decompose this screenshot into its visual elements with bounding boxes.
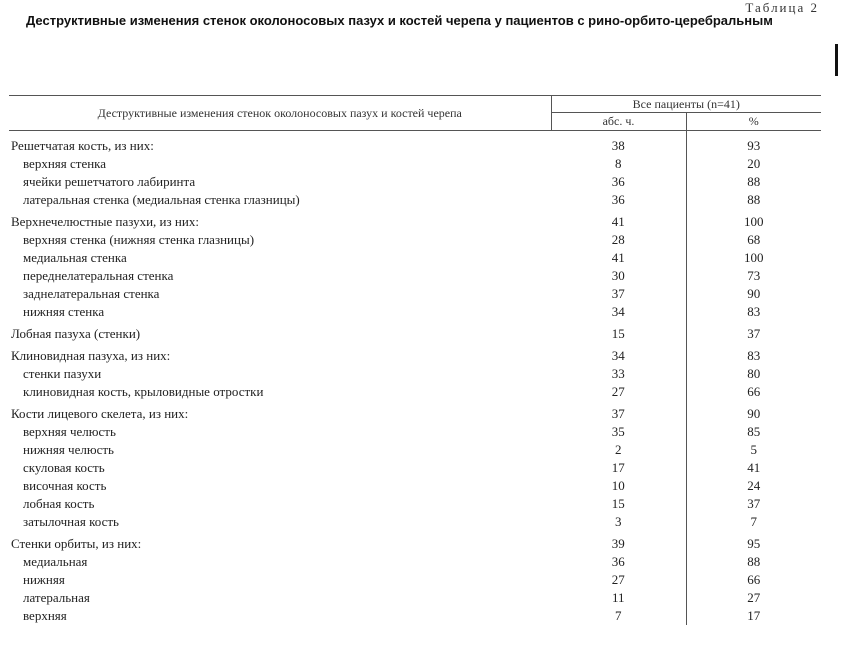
row-pct: 83 xyxy=(747,304,761,319)
row-pct: 90 xyxy=(747,286,761,301)
row-name: заднелатеральная стенка xyxy=(23,286,160,301)
row-pct: 90 xyxy=(747,406,761,421)
row-pct: 88 xyxy=(747,174,761,189)
row-abs: 39 xyxy=(551,531,686,553)
row-pct: 73 xyxy=(747,268,761,283)
row-name: нижняя челюсть xyxy=(23,442,114,457)
table-row xyxy=(9,155,821,173)
table-row xyxy=(9,459,821,477)
table-row xyxy=(9,267,821,285)
row-abs: 34 xyxy=(551,343,686,365)
table-row xyxy=(9,131,821,156)
table-row xyxy=(9,401,821,423)
row-pct: 83 xyxy=(747,348,761,363)
table-row xyxy=(9,531,821,553)
row-pct: 37 xyxy=(747,496,761,511)
row-pct: 80 xyxy=(747,366,761,381)
header-abs: абс. ч. xyxy=(551,113,686,131)
row-name: медиальная xyxy=(23,554,88,569)
table-row xyxy=(9,321,821,343)
row-pct: 20 xyxy=(747,156,761,171)
row-pct: 100 xyxy=(744,214,764,229)
row-name: нижняя стенка xyxy=(23,304,105,319)
table-row xyxy=(9,513,821,531)
row-pct: 41 xyxy=(747,460,761,475)
table-row xyxy=(9,231,821,249)
data-table xyxy=(9,95,821,625)
row-pct: 88 xyxy=(747,192,761,207)
table-row xyxy=(9,607,821,625)
row-name: нижняя xyxy=(23,572,65,587)
row-abs: 34 xyxy=(551,303,686,321)
row-pct: 7 xyxy=(750,514,757,529)
row-abs: 2 xyxy=(551,441,686,459)
row-pct: 27 xyxy=(747,590,761,605)
table-row xyxy=(9,495,821,513)
row-pct: 66 xyxy=(747,384,761,399)
row-name: Клиновидная пазуха, из них: xyxy=(11,348,171,363)
row-abs: 36 xyxy=(551,553,686,571)
row-name: Кости лицевого скелета, из них: xyxy=(11,406,189,421)
table-number-label: Таблица 2 xyxy=(745,0,819,15)
row-abs: 15 xyxy=(551,321,686,343)
row-name: затылочная кость xyxy=(23,514,119,529)
row-abs: 41 xyxy=(551,209,686,231)
row-abs: 28 xyxy=(551,231,686,249)
row-pct: 85 xyxy=(747,424,761,439)
header-group: Все пациенты (n=41) xyxy=(551,96,821,113)
row-abs: 27 xyxy=(551,383,686,401)
table-row xyxy=(9,589,821,607)
table-row xyxy=(9,571,821,589)
row-pct: 17 xyxy=(747,608,761,623)
row-name: верхняя челюсть xyxy=(23,424,116,439)
row-name: стенки пазухи xyxy=(23,366,102,381)
row-pct: 68 xyxy=(747,232,761,247)
row-pct: 88 xyxy=(747,554,761,569)
row-name: скуловая кость xyxy=(23,460,105,475)
row-name: клиновидная кость, крыловидные отростки xyxy=(23,384,264,399)
row-abs: 36 xyxy=(551,191,686,209)
row-name: лобная кость xyxy=(23,496,95,511)
row-abs: 8 xyxy=(551,155,686,173)
row-abs: 41 xyxy=(551,249,686,267)
row-pct: 100 xyxy=(744,250,764,265)
row-abs: 27 xyxy=(551,571,686,589)
row-name: переднелатеральная стенка xyxy=(23,268,174,283)
row-abs: 37 xyxy=(551,401,686,423)
table-row xyxy=(9,383,821,401)
row-name: височная кость xyxy=(23,478,107,493)
row-name: латеральная стенка (медиальная стенка глазницы) xyxy=(23,192,300,207)
row-abs: 36 xyxy=(551,173,686,191)
header-description: Деструктивные изменения стенок околоносовых пазух и костей черепа xyxy=(9,96,551,131)
table-row xyxy=(9,303,821,321)
row-pct: 95 xyxy=(747,536,761,551)
table-row xyxy=(9,343,821,365)
row-name: латеральная xyxy=(23,590,90,605)
row-abs: 10 xyxy=(551,477,686,495)
table-row xyxy=(9,423,821,441)
row-abs: 17 xyxy=(551,459,686,477)
header-pct: % xyxy=(686,113,821,131)
row-name: медиальная стенка xyxy=(23,250,127,265)
row-abs: 7 xyxy=(551,607,686,625)
row-abs: 15 xyxy=(551,495,686,513)
row-name: Стенки орбиты, из них: xyxy=(11,536,142,551)
row-pct: 66 xyxy=(747,572,761,587)
row-name: ячейки решетчатого лабиринта xyxy=(23,174,196,189)
table-row xyxy=(9,191,821,209)
row-pct: 93 xyxy=(747,138,761,153)
row-abs: 37 xyxy=(551,285,686,303)
text-cursor-marker xyxy=(835,44,838,76)
table-row xyxy=(9,441,821,459)
row-name: Лобная пазуха (стенки) xyxy=(11,326,141,341)
table-row xyxy=(9,365,821,383)
row-abs: 30 xyxy=(551,267,686,285)
table-row xyxy=(9,285,821,303)
table-caption: Деструктивные изменения стенок околоносовых пазух и костей черепа у пациентов с рино-орбито-церебральным xyxy=(26,13,773,28)
row-pct: 5 xyxy=(750,442,757,457)
row-name: верхняя стенка (нижняя стенка глазницы) xyxy=(23,232,255,247)
row-pct: 37 xyxy=(747,326,761,341)
header-row xyxy=(9,96,821,113)
table-row xyxy=(9,173,821,191)
row-name: верхняя xyxy=(23,608,67,623)
row-name: верхняя стенка xyxy=(23,156,107,171)
row-abs: 3 xyxy=(551,513,686,531)
table-row xyxy=(9,249,821,267)
row-pct: 24 xyxy=(747,478,761,493)
row-abs: 11 xyxy=(551,589,686,607)
table-row xyxy=(9,477,821,495)
table-row xyxy=(9,553,821,571)
table-row xyxy=(9,209,821,231)
row-name: Решетчатая кость, из них: xyxy=(11,138,154,153)
row-abs: 33 xyxy=(551,365,686,383)
row-name: Верхнечелюстные пазухи, из них: xyxy=(11,214,199,229)
row-abs: 35 xyxy=(551,423,686,441)
row-abs: 38 xyxy=(551,131,686,156)
